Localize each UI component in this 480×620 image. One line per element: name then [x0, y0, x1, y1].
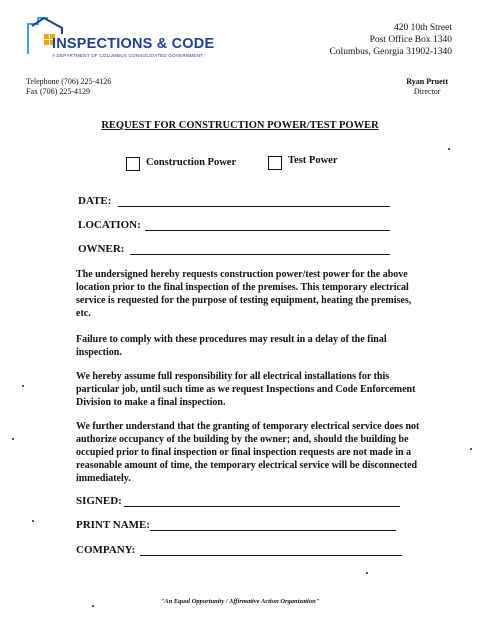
- print-name-field[interactable]: [150, 530, 396, 531]
- form-title: REQUEST FOR CONSTRUCTION POWER/TEST POWER: [101, 120, 379, 131]
- construction-power-label: Construction Power: [146, 157, 237, 168]
- paragraph-responsibility: We hereby assume full responsibility for all electrical installations for this particular job, until such time as we request Inspections and Code Enforcement Division to make a final inspection.: [76, 371, 416, 408]
- director-title: Director: [413, 87, 441, 96]
- logo-name: INSPECTIONS & CODE: [52, 36, 215, 52]
- scan-speck: [22, 385, 24, 387]
- contact-block: [26, 77, 111, 97]
- scan-speck: [448, 148, 450, 150]
- scan-speck: [32, 520, 34, 522]
- signed-field[interactable]: [124, 506, 400, 507]
- telephone: Telephone (706) 225-4126: [26, 77, 112, 86]
- company-field[interactable]: [140, 555, 402, 556]
- date-label: DATE:: [78, 195, 112, 207]
- date-field[interactable]: [118, 206, 390, 207]
- company-label: COMPANY:: [76, 544, 136, 556]
- scan-speck: [12, 438, 14, 440]
- owner-label: OWNER:: [78, 243, 125, 255]
- director-name: Ryan Pruett: [406, 77, 448, 86]
- paragraph-failure: Failure to comply with these procedures may result in a delay of the final inspection.: [76, 334, 387, 358]
- location-label: LOCATION:: [78, 219, 141, 231]
- scan-speck: [92, 605, 94, 607]
- location-field[interactable]: [145, 230, 390, 231]
- paragraph-occupancy: We further understand that the granting of temporary electrical service does not authorize occupancy of the building by the owner; and, should the building be occupied prior to final inspection or final inspection requests are not made in a reasonable amount of time, the temporary electrical service will be disconnected immediately.: [76, 421, 420, 484]
- address-block: [329, 22, 452, 58]
- director-block: [406, 77, 448, 97]
- signed-label: SIGNED:: [76, 495, 122, 507]
- address-po-box: Post Office Box 1340: [369, 35, 452, 45]
- test-power-checkbox[interactable]: [268, 156, 282, 170]
- owner-field[interactable]: [130, 254, 390, 255]
- logo-subtitle: A DEPARTMENT OF COLUMBUS CONSOLIDATED GOVERNMENT: [52, 53, 204, 58]
- fax: Fax (706) 225-4129: [26, 87, 90, 96]
- test-power-label: Test Power: [288, 155, 338, 166]
- scan-speck: [470, 448, 472, 450]
- construction-power-checkbox[interactable]: [126, 157, 140, 171]
- print-name-label: PRINT NAME:: [76, 519, 151, 531]
- paragraph-request: The undersigned hereby requests construction power/test power for the above location prior to the final inspection of the premises. This temporary electrical service is requested for the purpose of testing equipment, heating the premises, etc.: [76, 269, 412, 319]
- address-street: 420 10th Street: [393, 23, 452, 33]
- address-city: Columbus, Georgia 31902-1340: [329, 47, 452, 57]
- footer-slogan: "An Equal Opportunity / Affirmative Action Organization": [160, 598, 320, 605]
- scan-speck: [366, 572, 368, 574]
